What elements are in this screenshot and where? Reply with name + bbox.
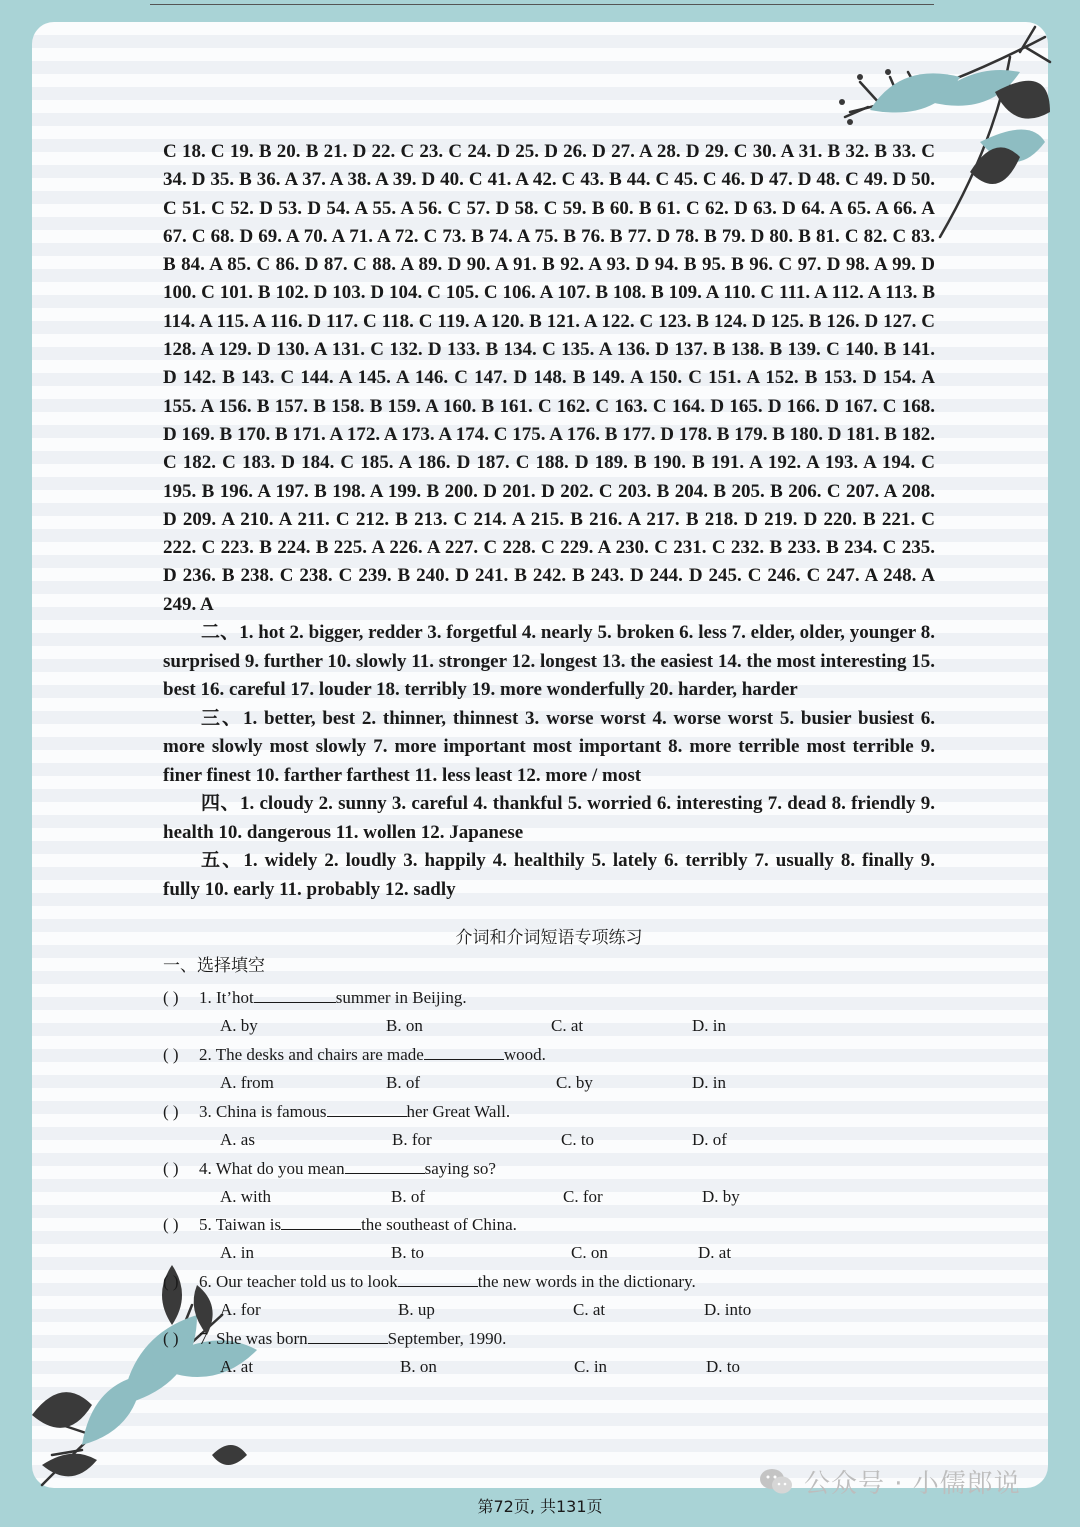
question-stem-end: her Great Wall.	[406, 1102, 511, 1121]
option-d: D. into	[704, 1300, 752, 1319]
option-d: D. to	[706, 1357, 740, 1376]
option-c: C. by	[556, 1073, 593, 1092]
option-c: C. for	[563, 1187, 603, 1206]
option-b: B. for	[392, 1130, 432, 1149]
answer-blank	[308, 1327, 388, 1344]
option-d: D. at	[698, 1243, 732, 1262]
option-d: D. by	[702, 1187, 740, 1206]
answer-blank	[327, 1100, 407, 1117]
answer-paren: ( )	[163, 1102, 179, 1121]
option-c: C. at	[573, 1300, 606, 1319]
answer-part-4: 四、1. cloudy 2. sunny 3. careful 4. thankful 5. worried 6. interesting 7. dead 8. friendly 9. health 10. dangerous 11. wollen 12. Japanese	[163, 793, 935, 843]
answer-paren: ( )	[163, 988, 179, 1007]
question-1	[163, 984, 467, 1012]
option-c: C. to	[561, 1130, 595, 1149]
option-c: C. in	[574, 1357, 608, 1376]
answer-blank	[398, 1270, 478, 1287]
question-stem-end: wood.	[503, 1045, 546, 1064]
question-stem-end: September, 1990.	[387, 1329, 507, 1348]
answer-paren: ( )	[163, 1329, 179, 1348]
answer-blank	[424, 1043, 504, 1060]
question-stem: 6. Our teacher told us to look	[199, 1272, 398, 1291]
question-3	[163, 1098, 510, 1126]
wechat-icon	[758, 1468, 794, 1496]
question-stem: 1. It’hot	[199, 988, 254, 1007]
answer-key	[163, 138, 935, 904]
question-stem: 2. The desks and chairs are made	[199, 1045, 424, 1064]
option-b: B. of	[386, 1073, 420, 1092]
answer-part-3: 三、1. better, best 2. thinner, thinnest 3. worse worst 4. worse worst 5. busier busiest 6. more slowly most slowly 7. more important most important 8. more terrible most terrible 9. finer finest 10. farther farthest 11. less least 12. more / most	[163, 707, 935, 786]
question-stem-end: summer in Beijing.	[335, 988, 467, 1007]
option-c: C. at	[551, 1016, 584, 1035]
watermark-text: 公众号 · 小儒郎说	[804, 1469, 1021, 1499]
answer-paren: ( )	[163, 1272, 179, 1291]
section-title: 介词和介词短语专项练习	[455, 928, 643, 948]
question-stem: 3. China is famous	[199, 1102, 327, 1121]
question-stem: 4. What do you mean	[199, 1159, 345, 1178]
option-a: A. for	[220, 1300, 261, 1319]
answer-blank	[281, 1213, 361, 1230]
answer-blank	[345, 1157, 425, 1174]
option-a: A. at	[220, 1357, 254, 1376]
option-a: A. as	[220, 1130, 255, 1149]
top-rule	[150, 4, 934, 5]
option-b: B. of	[391, 1187, 425, 1206]
option-a: A. by	[220, 1016, 258, 1035]
question-7	[163, 1325, 506, 1353]
answer-paren: ( )	[163, 1215, 179, 1234]
question-stem-end: the southeast of China.	[361, 1215, 517, 1234]
option-b: B. to	[391, 1243, 425, 1262]
answer-paren: ( )	[163, 1159, 179, 1178]
answer-part-1: C 18. C 19. B 20. B 21. D 22. C 23. C 24. D 25. D 26. D 27. A 28. D 29. C 30. A 31. B 32. B 33. C 34. D 35. B 36. A 37. A 38. A 39. D 40. C 41. A 42. C 43. B 44. C 45. C 46. D 47. D 48. C 49. D 50. C 51. C 52. D 53. D 54. A 55. A 56. C 57. D 58. C 59. B 60. B 61. C 62. D 63. D 64. A 65. A 66. A 67. C 68. D 69. A 70. A 71. A 72. C 73. B 74. A 75. B 76. B 77. D 78. B 79. D 80. B 81. C 82. C 83. B 84. A 85. C 86. D 87. C 88. A 89. D 90. A 91. B 92. A 93. D 94. B 95. B 96. C 97. D 98. A 99. D 100. C 101. B 102. D 103. D 104. C 105. C 106. A 107. B 108. B 109. A 110. C 111. A 112. A 113. B 114. A 115. A 116. D 117. C 118. C 119. A 120. B 121. A 122. C 123. B 124. D 125. B 126. D 127. C 128. A 129. D 130. A 131. C 132. D 133. B 134. C 135. A 136. D 137. B 138. B 139. C 140. B 141. D 142. B 143. C 144. A 145. A 146. C 147. D 148. B 149. A 150. C 151. A 152. B 153. D 154. A 155. A 156. B 157. B 158. B 159. A 160. B 161. C 162. C 163. C 164. D 165. D 166. D 167. C 168. D 169. B 170. B 171. A 172. A 173. A 174. C 175. A 176. B 177. D 178. B 179. B 180. D 181. B 182. C 182. C 183. D 184. C 185. A 186. D 187. C 188. D 189. B 190. B 191. A 192. A 193. A 194. C 195. B 196. A 197. B 198. A 199. B 200. D 201. D 202. C 203. B 204. B 205. B 206. C 207. A 208. D 209. A 210. A 211. C 212. B 213. C 214. A 215. B 216. A 217. B 218. D 219. D 220. B 221. C 222. C 223. B 224. B 225. A 226. A 227. C 228. C 229. A 230. C 231. C 232. B 233. B 234. C 235. D 236. B 238. C 238. C 239. B 240. D 241. B 242. B 243. D 244. D 245. C 246. C 247. A 248. A 249. A	[163, 141, 935, 615]
option-d: D. in	[692, 1016, 726, 1035]
answer-part-2: 二、1. hot 2. bigger, redder 3. forgetful 4. nearly 5. broken 6. less 7. elder, older, younger 8. surprised 9. further 10. slowly 11. stronger 12. longest 13. the easiest 14. the most interesting 15. best 16. careful 17. louder 18. terribly 19. more wonderfully 20. harder, harder	[163, 622, 935, 701]
option-a: A. with	[220, 1187, 271, 1206]
option-d: D. of	[692, 1130, 727, 1149]
question-stem-end: the new words in the dictionary.	[477, 1272, 696, 1291]
question-2	[163, 1041, 546, 1069]
part-title: 一、选择填空	[163, 956, 265, 976]
question-5	[163, 1211, 517, 1239]
option-b: B. on	[400, 1357, 437, 1376]
option-b: B. on	[386, 1016, 423, 1035]
option-d: D. in	[692, 1073, 726, 1092]
question-stem: 7. She was born	[199, 1329, 308, 1348]
option-a: A. in	[220, 1243, 254, 1262]
answer-part-5: 五、1. widely 2. loudly 3. happily 4. healthily 5. lately 6. terribly 7. usually 8. finally 9. fully 10. early 11. probably 12. sadly	[163, 850, 935, 900]
question-6	[163, 1268, 696, 1296]
answer-paren: ( )	[163, 1045, 179, 1064]
option-c: C. on	[571, 1243, 608, 1262]
option-b: B. up	[398, 1300, 435, 1319]
page-footer: 第72页, 共131页	[477, 1497, 603, 1516]
question-stem-end: saying so?	[424, 1159, 496, 1178]
question-4	[163, 1155, 496, 1183]
option-a: A. from	[220, 1073, 274, 1092]
answer-blank	[254, 986, 336, 1003]
question-stem: 5. Taiwan is	[199, 1215, 282, 1234]
